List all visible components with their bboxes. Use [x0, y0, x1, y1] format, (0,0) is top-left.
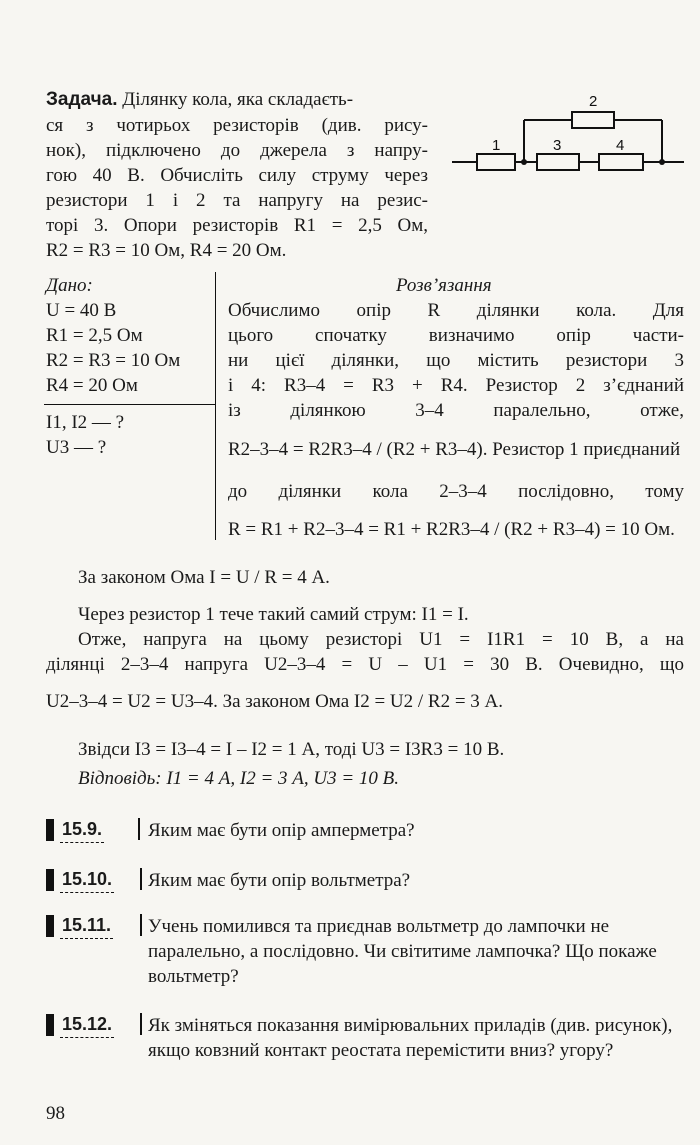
voltage-line-3: U2–3–4 = U2 = U3–4. За законом Ома I2 = U2 / R2 = 3 А.	[46, 691, 504, 712]
problem-text-1: Ділянку кола, яка складаєть-	[122, 89, 354, 110]
solution-line-6: R2–3–4 = R2R3–4 / (R2 + R3–4). Резистор 1 приєднаний	[228, 439, 681, 460]
difficulty-marker-icon	[46, 915, 54, 937]
question-number: 15.11.	[60, 912, 113, 939]
solution-line-5: із ділянкою 3–4 паралельно, отже,	[228, 400, 684, 421]
question-text-15-12: Як зміняться показання вимірювальних приладів (див. рисунок), якщо ковзний контакт реостата перемістити вниз? угору?	[148, 1015, 673, 1061]
bracket-icon	[134, 1013, 142, 1035]
resistor-label-1: 1	[492, 137, 501, 154]
voltage-line-2: ділянці 2–3–4 напруга U2–3–4 = U – U1 = 30 В. Очевидно, що	[46, 654, 684, 675]
circuit-diagram	[452, 92, 684, 176]
question-text-15-10: Яким має бути опір вольтметра?	[148, 870, 411, 891]
given-item-1: U = 40 В	[46, 300, 117, 321]
given-item-2: R1 = 2,5 Ом	[46, 325, 143, 346]
solution-line-4: і 4: R3–4 = R3 + R4. Резистор 2 з’єднаний	[228, 375, 684, 396]
question-tag-15-12	[46, 1011, 142, 1037]
question-text-15-11: Учень помилився та приєднав вольтметр до лампочки не паралельно, а послідовно. Чи світитиме лампочка? Що покаже вольтметр?	[148, 916, 657, 987]
question-number: 15.9.	[60, 816, 104, 843]
given-vertical-divider	[215, 272, 216, 540]
ohm-law-line: За законом Ома I = U / R = 4 А.	[78, 567, 330, 588]
problem-line-3: нок), підключено до джерела з напру-	[46, 140, 428, 161]
difficulty-marker-icon	[46, 819, 54, 841]
current-line: Через резистор 1 тече такий самий струм: I1 = I.	[78, 604, 469, 625]
solution-line-3: ни цієї ділянки, що містить резистори 3	[228, 350, 684, 371]
voltage-line-1: Отже, напруга на цьому резисторі U1 = I1R1 = 10 В, а на	[78, 629, 684, 650]
answer-line: Відповідь: I1 = 4 А, I2 = 3 А, U3 = 10 В.	[78, 768, 400, 789]
question-number: 15.10.	[60, 866, 114, 893]
problem-line-7: R2 = R3 = 10 Ом, R4 = 20 Ом.	[46, 240, 287, 261]
problem-line-6: торі 3. Опори резисторів R1 = 2,5 Ом,	[46, 215, 428, 236]
resistor-label-4: 4	[616, 137, 625, 154]
given-divider	[44, 404, 216, 405]
bracket-icon	[134, 914, 142, 936]
problem-line-2: ся з чотирьох резисторів (див. рису-	[46, 115, 428, 136]
solution-line-7: до ділянки кола 2–3–4 послідовно, тому	[228, 481, 684, 502]
difficulty-marker-icon	[46, 1014, 54, 1036]
given-item-3: R2 = R3 = 10 Ом	[46, 350, 181, 371]
solution-line-1: Обчислимо опір R ділянки кола. Для	[228, 300, 684, 321]
problem-line-5: резистори 1 і 2 та напругу на резис-	[46, 190, 428, 211]
solution-line-2: цього спочатку визначимо опір части-	[228, 325, 684, 346]
question-tag-15-11	[46, 912, 142, 938]
question-number: 15.12.	[60, 1011, 114, 1038]
difficulty-marker-icon	[46, 869, 54, 891]
resistor-label-2: 2	[589, 93, 598, 110]
problem-line-1	[46, 88, 428, 112]
find-item-1: I1, I2 — ?	[46, 412, 125, 433]
question-tag-15-10	[46, 866, 142, 892]
page-number: 98	[46, 1103, 65, 1124]
bracket-icon	[134, 868, 142, 890]
problem-line-4: гою 40 В. Обчисліть силу струму через	[46, 165, 428, 186]
given-item-4: R4 = 20 Ом	[46, 375, 138, 396]
question-tag-15-9	[46, 816, 142, 842]
solution-heading: Розв’язання	[396, 275, 492, 296]
find-item-2: U3 — ?	[46, 437, 107, 458]
bracket-icon	[132, 818, 140, 840]
resistor-label-3: 3	[553, 137, 562, 154]
problem-title: Задача.	[46, 89, 118, 110]
given-heading: Дано:	[46, 275, 93, 296]
question-text-15-9: Яким має бути опір амперметра?	[148, 820, 415, 841]
solution-line-8: R = R1 + R2–3–4 = R1 + R2R3–4 / (R2 + R3–4) = 10 Ом.	[228, 519, 675, 540]
result-line: Звідси I3 = I3–4 = I – I2 = 1 А, тоді U3 = I3R3 = 10 В.	[78, 739, 505, 760]
